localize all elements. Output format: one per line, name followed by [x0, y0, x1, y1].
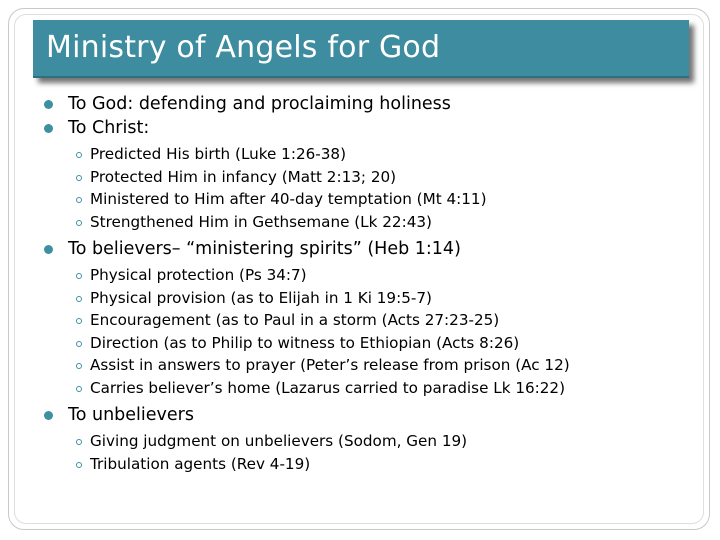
- bullet-dot-icon: [44, 124, 53, 133]
- sub-item: Carries believer’s home (Lazarus carried to paradise Lk 16:22): [44, 377, 704, 400]
- sub-list-unbelievers: [44, 430, 704, 475]
- sub-item: Assist in answers to prayer (Peter’s release from prison (Ac 12): [44, 354, 704, 377]
- ring-bullet-icon: [76, 175, 82, 181]
- bullet-to-christ: [44, 116, 704, 140]
- ring-bullet-icon: [76, 273, 82, 279]
- bullet-to-believers: [44, 237, 704, 261]
- sub-item: Protected Him in infancy (Matt 2:13; 20): [44, 166, 704, 189]
- ring-bullet-icon: [76, 152, 82, 158]
- bullet-to-god: [44, 92, 704, 116]
- sub-item: Direction (as to Philip to witness to Ethiopian (Acts 8:26): [44, 332, 704, 355]
- bullet-label: To God: defending and proclaiming holiness: [68, 94, 451, 114]
- bullet-to-unbelievers: [44, 403, 704, 427]
- bullet-content: [44, 92, 704, 479]
- ring-bullet-icon: [76, 296, 82, 302]
- ring-bullet-icon: [76, 197, 82, 203]
- sub-item: Predicted His birth (Luke 1:26-38): [44, 143, 704, 166]
- ring-bullet-icon: [76, 341, 82, 347]
- bullet-dot-icon: [44, 100, 53, 109]
- bullet-label: To unbelievers: [68, 405, 194, 425]
- bullet-label: To believers– “ministering spirits” (Heb 1:14): [68, 239, 461, 259]
- bullet-dot-icon: [44, 245, 53, 254]
- title-bar: [33, 20, 689, 78]
- ring-bullet-icon: [76, 439, 82, 445]
- sub-item: Physical protection (Ps 34:7): [44, 264, 704, 287]
- sub-item: Strengthened Him in Gethsemane (Lk 22:43): [44, 211, 704, 234]
- ring-bullet-icon: [76, 220, 82, 226]
- sub-item: Tribulation agents (Rev 4-19): [44, 453, 704, 476]
- ring-bullet-icon: [76, 386, 82, 392]
- ring-bullet-icon: [76, 462, 82, 468]
- ring-bullet-icon: [76, 318, 82, 324]
- sub-list-believers: [44, 264, 704, 399]
- sub-item: Encouragement (as to Paul in a storm (Acts 27:23-25): [44, 309, 704, 332]
- bullet-label: To Christ:: [68, 118, 150, 138]
- bullet-dot-icon: [44, 411, 53, 420]
- sub-item: Ministered to Him after 40-day temptation (Mt 4:11): [44, 188, 704, 211]
- sub-list-christ: [44, 143, 704, 233]
- sub-item: Giving judgment on unbelievers (Sodom, Gen 19): [44, 430, 704, 453]
- sub-item: Physical provision (as to Elijah in 1 Ki 19:5-7): [44, 287, 704, 310]
- ring-bullet-icon: [76, 363, 82, 369]
- slide-title: Ministry of Angels for God: [46, 30, 441, 65]
